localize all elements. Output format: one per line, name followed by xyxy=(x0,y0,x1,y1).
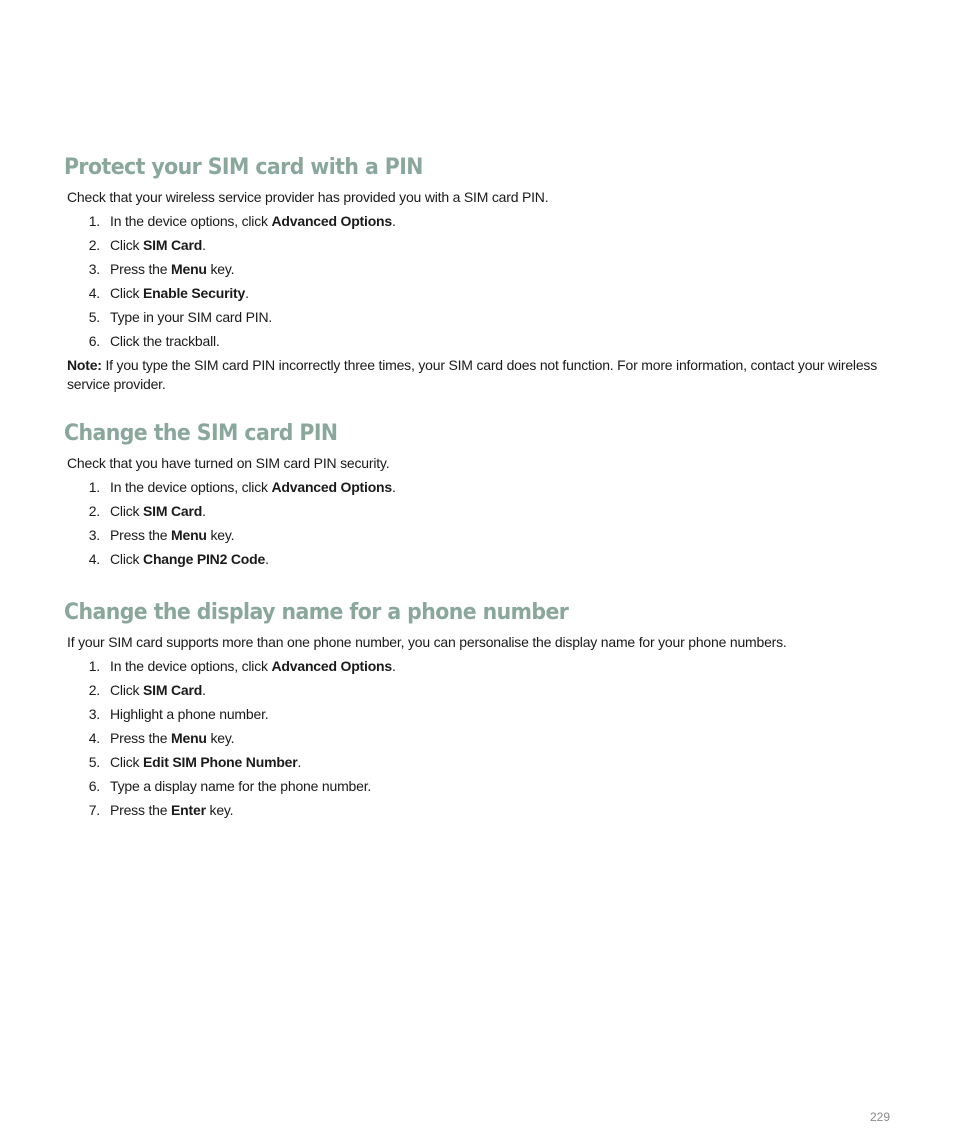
step-number: 4. xyxy=(88,551,100,567)
section-change-display-name xyxy=(64,597,904,822)
step-ui-term: Menu xyxy=(171,261,207,277)
step-item xyxy=(64,281,904,305)
section-title: Change the display name for a phone number xyxy=(64,600,569,625)
step-ui-term: Enable Security xyxy=(143,285,246,301)
step-item xyxy=(64,475,904,499)
step-text: Press the xyxy=(110,527,172,543)
step-item xyxy=(64,305,904,329)
step-text-end: . xyxy=(202,237,206,253)
step-number: 1. xyxy=(88,658,100,674)
step-ui-term: SIM Card xyxy=(143,682,203,698)
step-text: Type in your SIM card PIN. xyxy=(110,309,273,325)
step-item xyxy=(64,774,904,798)
step-number: 2. xyxy=(88,503,100,519)
step-ui-term: Menu xyxy=(171,527,207,543)
step-text-end: . xyxy=(202,682,206,698)
step-text: Click xyxy=(110,503,144,519)
step-ui-term: SIM Card xyxy=(143,237,203,253)
step-number: 3. xyxy=(88,706,100,722)
step-number: 7. xyxy=(88,802,100,818)
step-ui-term: Edit SIM Phone Number xyxy=(143,754,298,770)
step-item xyxy=(64,547,904,571)
step-text: Press the xyxy=(110,730,172,746)
step-text-end: . xyxy=(392,658,396,674)
step-text-end: . xyxy=(392,213,396,229)
step-item xyxy=(64,726,904,750)
step-ui-term: Menu xyxy=(171,730,207,746)
step-text: In the device options, click xyxy=(110,213,272,229)
step-text: In the device options, click xyxy=(110,479,272,495)
step-text: In the device options, click xyxy=(110,658,272,674)
section-title: Protect your SIM card with a PIN xyxy=(64,155,423,180)
section-title: Change the SIM card PIN xyxy=(64,421,338,446)
step-number: 3. xyxy=(88,261,100,277)
steps-list xyxy=(64,209,904,353)
step-text-end: . xyxy=(245,285,249,301)
step-item xyxy=(64,233,904,257)
steps-list xyxy=(64,475,904,571)
step-text: Click xyxy=(110,682,144,698)
step-number: 4. xyxy=(88,285,100,301)
step-number: 2. xyxy=(88,682,100,698)
step-text: Click the trackball. xyxy=(110,333,220,349)
step-text: Click xyxy=(110,551,144,567)
step-item xyxy=(64,702,904,726)
step-number: 5. xyxy=(88,309,100,325)
step-ui-term: SIM Card xyxy=(143,503,203,519)
section-intro: Check that you have turned on SIM card PIN security. xyxy=(67,455,390,471)
step-item xyxy=(64,678,904,702)
step-text: Press the xyxy=(110,261,172,277)
step-ui-term: Advanced Options xyxy=(271,658,392,674)
steps-list xyxy=(64,654,904,822)
step-ui-term: Enter xyxy=(171,802,206,818)
section-intro: Check that your wireless service provider has provided you with a SIM card PIN. xyxy=(67,189,549,205)
step-ui-term: Advanced Options xyxy=(271,213,392,229)
step-text: Type a display name for the phone number. xyxy=(110,778,372,794)
step-text: Press the xyxy=(110,802,172,818)
step-text-end: key. xyxy=(206,527,235,543)
step-text-end: key. xyxy=(206,261,235,277)
step-text-end: . xyxy=(265,551,269,567)
step-item xyxy=(64,654,904,678)
page-number: 229 xyxy=(869,1110,890,1124)
step-text-end: key. xyxy=(206,730,235,746)
step-number: 2. xyxy=(88,237,100,253)
step-text-end: key. xyxy=(205,802,234,818)
step-text: Highlight a phone number. xyxy=(110,706,269,722)
step-number: 1. xyxy=(88,213,100,229)
step-text: Click xyxy=(110,754,144,770)
step-text-end: . xyxy=(392,479,396,495)
step-item xyxy=(64,523,904,547)
step-item xyxy=(64,257,904,281)
step-item xyxy=(64,798,904,822)
section-change-sim-pin xyxy=(64,418,904,571)
step-text: Click xyxy=(110,237,144,253)
note-text: If you type the SIM card PIN incorrectly three times, your SIM card does not function. For more information, contact your wireless service provider. xyxy=(67,357,878,392)
step-number: 4. xyxy=(88,730,100,746)
step-ui-term: Advanced Options xyxy=(271,479,392,495)
step-number: 5. xyxy=(88,754,100,770)
step-number: 1. xyxy=(88,479,100,495)
step-item xyxy=(64,499,904,523)
step-number: 6. xyxy=(88,778,100,794)
step-number: 3. xyxy=(88,527,100,543)
step-item xyxy=(64,329,904,353)
step-ui-term: Change PIN2 Code xyxy=(143,551,266,567)
section-intro: If your SIM card supports more than one phone number, you can personalise the display name for your phone numbers. xyxy=(67,634,787,650)
step-item xyxy=(64,209,904,233)
step-item xyxy=(64,750,904,774)
note xyxy=(64,356,904,394)
step-number: 6. xyxy=(88,333,100,349)
step-text-end: . xyxy=(297,754,302,770)
step-text: Click xyxy=(110,285,144,301)
section-protect-sim-pin xyxy=(64,152,904,394)
step-text-end: . xyxy=(202,503,206,519)
note-label: Note: xyxy=(67,357,102,373)
